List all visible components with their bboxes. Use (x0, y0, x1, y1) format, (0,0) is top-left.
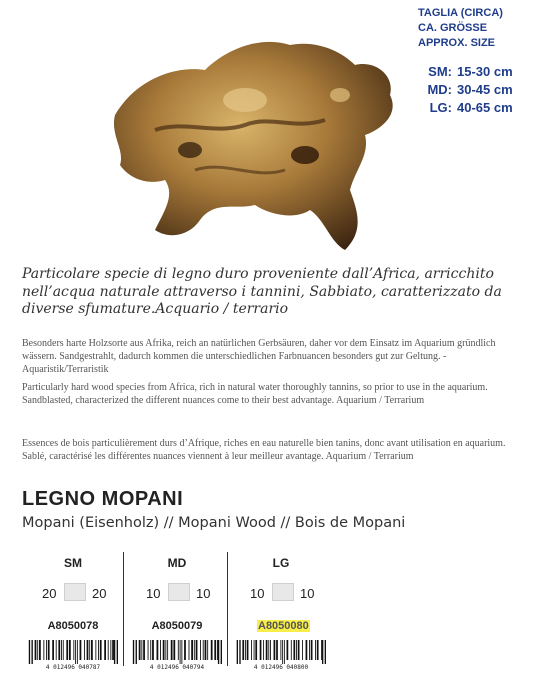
barcode (126, 640, 228, 670)
barcode-bar (98, 640, 99, 660)
barcode-bar (203, 640, 204, 660)
barcode-bar (139, 640, 141, 660)
order-item-lg (230, 548, 332, 678)
barcode-bar (75, 640, 76, 664)
barcode-bar (325, 640, 326, 664)
barcode-bar (218, 640, 219, 664)
barcode-bar (211, 640, 213, 660)
barcode-bar (322, 640, 323, 664)
order-qty-left: 10 (146, 586, 161, 601)
barcode-bar (280, 640, 281, 660)
barcode-bar (150, 640, 151, 660)
barcode-bar (296, 640, 297, 660)
barcode-bar (306, 640, 308, 660)
barcode-bar (239, 640, 240, 664)
article-number-highlighted: A8050080 (258, 620, 309, 632)
barcode-bar (276, 640, 278, 660)
size-row-sm (418, 63, 533, 81)
barcode-bar (194, 640, 195, 660)
size-value: 40-65 cm (457, 100, 513, 115)
barcode-bar (184, 640, 186, 660)
order-qty-right: 10 (196, 586, 211, 601)
order-qty-left: 10 (250, 586, 265, 601)
article-number: A8050078 (47, 620, 99, 632)
barcode-digits: 4 012496 040794 (149, 664, 205, 670)
barcode-bar (173, 640, 175, 660)
barcode-bar (274, 640, 276, 660)
barcode-bar (114, 640, 115, 664)
barcode-bar (196, 640, 198, 660)
description-english: Particularly hard wood species from Africa, rich in natural water thoroughly tannins, so prior to use in the aquarium. Sandblasted, characterized the different nuances come to their best advantage. Aquarium / Terrarium (22, 382, 488, 406)
barcode-bar (287, 640, 289, 660)
order-qty-right: 10 (300, 586, 315, 601)
divider (123, 552, 124, 666)
barcode-bar (205, 640, 207, 660)
barcode-bar (293, 640, 295, 660)
barcode-bar (270, 640, 271, 660)
barcode-bar (89, 640, 90, 660)
size-value: 15-30 cm (457, 64, 513, 79)
size-heading-en: APPROX. SIZE (418, 37, 496, 49)
barcode-bar (133, 640, 134, 664)
barcode-bar (217, 640, 218, 660)
barcode-bar (108, 640, 109, 660)
barcode-bar (181, 640, 182, 664)
barcode-bar (171, 640, 173, 660)
barcode-bar (254, 640, 255, 660)
product-subtitle: Mopani (Eisenholz) // Mopani Wood // Bois de Mopani (22, 515, 406, 531)
barcode-bar (136, 640, 137, 664)
barcode-bar (245, 640, 246, 660)
barcode-bar (255, 640, 257, 660)
barcode-digits: 4 012496 040787 (45, 664, 101, 670)
barcode-bar (29, 640, 30, 664)
barcode-bar (165, 640, 166, 660)
barcode-bar (143, 640, 145, 660)
barcode-bar (317, 640, 319, 660)
barcode-bar (152, 640, 154, 660)
size-row-lg (418, 99, 533, 117)
quantity-input[interactable] (272, 583, 294, 601)
barcode-bar (189, 640, 190, 660)
barcode-bar (58, 640, 60, 660)
order-qty-right: 20 (92, 586, 107, 601)
barcode-bar (39, 640, 41, 660)
barcode-bar (309, 640, 310, 660)
barcode-bar (73, 640, 74, 660)
barcode-bar (35, 640, 37, 660)
size-key: MD: (427, 82, 452, 97)
barcode-bar (163, 640, 165, 660)
barcode-bar (302, 640, 303, 660)
barcode-bar (191, 640, 193, 660)
barcode-bar (61, 640, 62, 660)
barcode-bar (117, 640, 118, 664)
barcode-bar (46, 640, 47, 660)
barcode-bar (200, 640, 201, 660)
barcode-bar (247, 640, 249, 660)
size-key: SM: (428, 64, 452, 79)
barcode-bar (291, 640, 292, 660)
barcode-bar (157, 640, 159, 660)
order-size-label: LG (272, 556, 290, 570)
barcode-bar (263, 640, 264, 660)
barcode-bar (298, 640, 300, 660)
barcode-bar (180, 640, 181, 664)
barcode-bar (100, 640, 102, 660)
barcode-bar (178, 640, 179, 660)
barcode (230, 640, 332, 670)
order-qty-left: 20 (42, 586, 57, 601)
description-italian: Particolare specie di legno duro proveniente dall’Africa, arricchito nell’acqua naturale attraverso i tannini, Sabbiato, caratterizzato da diverse sfumature.Acquario / terrario (22, 266, 502, 317)
product-title: LEGNO MOPANI (22, 488, 184, 510)
barcode-bar (167, 640, 168, 660)
article-number: A8050079 (151, 620, 203, 632)
barcode (22, 640, 124, 670)
barcode-bar (207, 640, 208, 660)
barcode-bar (56, 640, 57, 660)
barcode-bar (37, 640, 38, 660)
barcode-bar (266, 640, 268, 660)
barcode-bar (141, 640, 142, 660)
order-size-label: MD (167, 556, 187, 570)
barcode-bar (69, 640, 71, 660)
barcode-bar (251, 640, 252, 660)
quantity-input[interactable] (64, 583, 86, 601)
barcode-bar (43, 640, 44, 660)
barcode-bar (91, 640, 93, 660)
barcode-bar (63, 640, 64, 660)
barcode-bar (112, 640, 114, 660)
barcode-bar (268, 640, 269, 660)
product-photo (95, 20, 405, 260)
divider (227, 552, 228, 666)
barcode-bar (221, 640, 222, 664)
barcode-bar (214, 640, 216, 660)
size-heading-de: CA. GRÖSSE (418, 22, 488, 34)
barcode-bar (66, 640, 68, 660)
barcode-bar (260, 640, 262, 660)
barcode-bar (311, 640, 313, 660)
barcode-bar (104, 640, 106, 660)
barcode-bar (95, 640, 96, 660)
size-row-md (418, 81, 533, 99)
quantity-input[interactable] (168, 583, 190, 601)
barcode-bar (321, 640, 322, 660)
barcode-bar (315, 640, 316, 660)
barcode-bar (80, 640, 82, 660)
barcode-bar (237, 640, 238, 664)
description-french: Essences de bois particulièrement durs d’Afrique, riches en eau naturelle bien tanins, donc avant utilisation en aquarium. Sablé, caractérisé les différentes nuances viennent à leur meilleur avantage. Aquarium / Terrarium (22, 438, 506, 462)
barcode-bar (242, 640, 244, 660)
order-item-md (126, 548, 228, 678)
barcode-bar (77, 640, 78, 664)
barcode-bar (284, 640, 285, 664)
order-item-sm (22, 548, 124, 678)
order-size-label: SM (64, 556, 82, 570)
barcode-bar (110, 640, 111, 660)
size-key: LG: (429, 100, 452, 115)
description-german: Besonders harte Holzsorte aus Afrika, reich an natürlichen Gerbsäuren, daher vor dem Einsatz im Aquarium gründlich wässern. Sandgestrahlt, dadurch kommen die unterschiedlichen Farbnuancen besonders gut zur Geltung. - Aquaristik/Terraristik (22, 338, 496, 375)
barcode-bar (87, 640, 89, 660)
size-heading-it: TAGLIA (CIRCA) (418, 7, 503, 19)
barcode-digits: 4 012496 040800 (253, 664, 309, 670)
barcode-bar (148, 640, 149, 660)
size-value: 30-45 cm (457, 82, 513, 97)
barcode-bar (160, 640, 161, 660)
barcode-bar (31, 640, 32, 664)
size-info (418, 6, 533, 117)
size-list (418, 63, 533, 117)
barcode-bar (52, 640, 54, 660)
barcode-bar (84, 640, 85, 660)
barcode-bar (282, 640, 283, 664)
barcode-bar (48, 640, 50, 660)
